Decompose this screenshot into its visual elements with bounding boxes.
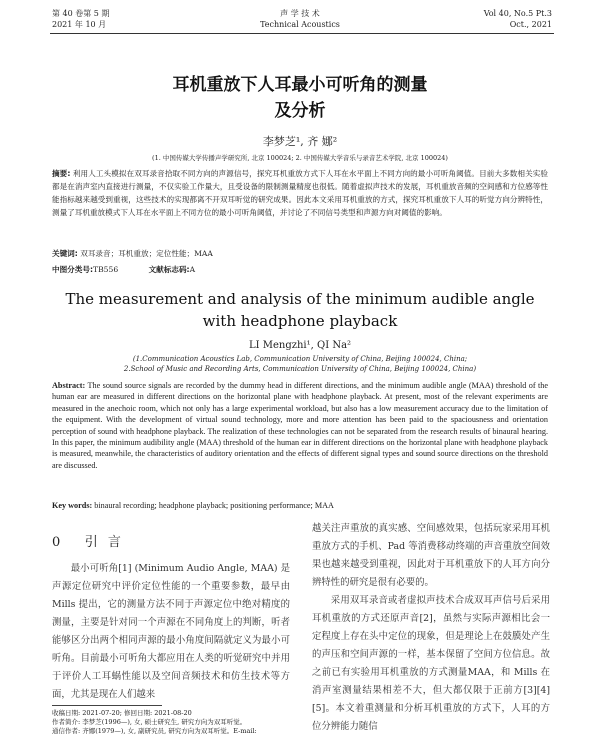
volume-issue-en: Vol 40, No.5 Pt.3 xyxy=(483,9,552,18)
clc-label: 中图分类号: xyxy=(52,265,94,274)
keywords-cn-label: 关键词: xyxy=(52,249,78,258)
clc-value: TB556 xyxy=(93,265,119,274)
section-number: 0 xyxy=(52,535,64,550)
issue-date-en: Oct., 2021 xyxy=(509,20,552,29)
doc-code-value: A xyxy=(189,265,196,274)
body-paragraph-continued: 越关注声重放的真实感、空间感效果，包括玩家采用耳机重放方式的手机、Pad 等消费移动终端的声音重放空间效果也越来越受到重视，因此对于耳机重放下的人耳方向分辨特性的研究是很有必要的。 xyxy=(312,523,550,588)
authors-en: LI Mengzhi¹, QI Na² xyxy=(248,340,352,351)
volume-issue: 第 40 卷第 5 期 xyxy=(52,9,110,18)
keywords-en-text: binaural recording; headphone playback; positioning performance; MAA xyxy=(94,501,334,510)
abstract-cn-label: 摘要: xyxy=(52,169,71,178)
abstract-cn xyxy=(52,167,548,219)
classification-cn xyxy=(52,264,548,275)
title-en-line2: with headphone playback xyxy=(202,312,398,330)
journal-name-cn: 声 学 技 术 xyxy=(280,9,320,18)
body-column-right xyxy=(312,520,550,736)
footnote-rule xyxy=(52,705,162,706)
affiliation-en-1: (1.Communication Acoustics Lab, Communication University of China, Beijing 100024, China; xyxy=(132,355,468,363)
abstract-en-text: The sound source signals are recorded by the dummy head in different directions, and the minimum audible angle (MAA) threshold of the human ear are measured in different directions on the horizontal plane with headphone playback. At present, most of the relevant experiments are measured in the anechoic room, which not only has a large experimental workload, but also has a low measurement accuracy due to the limitation of the equipment. With the development of virtual sound technology, more and more attention has been paid to the spaciousness and orientation perception of sound with headphone playback. The realization of these technologies can not be separated from the research results of binaural hearing. In this paper, the minimum audibility angle (MAA) threshold of the human ear in different directions on the horizontal plane with headphone playback is measured, meanwhile, the characteristics of auditory orientation and the effects of different signal types and sound source directions on the threshold are discussed. xyxy=(52,381,548,470)
title-cn-line2: 及分析 xyxy=(274,101,326,121)
clc-number xyxy=(52,265,121,274)
body-paragraph: 最小可听角[1] (Minimum Audio Angle, MAA) 是声源定位研究中评价定位性能的一个重要参数，最早由 Mills 提出，它的测量方法不同于声源定位中绝对精度的测量，主要是针对同一个声源在不同角度上的判断，听者能够区分出两个相同声源的最小角度间隔就定义为最小可听角。目前最小可听角大都应用在人类的听觉研究中并用于评价人工耳蜗性能以及空间音频技术和仿生技术等方面，尤其是现在人们越来 xyxy=(52,563,290,700)
footnote-author-bio: 作者简介: 李梦芝(1996—), 女, 硕士研究生, 研究方向为双耳听觉。 xyxy=(52,718,247,726)
issue-date-cn: 2021 年 10 月 xyxy=(52,20,107,29)
abstract-en xyxy=(52,380,548,471)
section-title: 引 言 xyxy=(84,535,124,550)
footnote-dates: 收稿日期: 2021-07-20; 修回日期: 2021-08-20 xyxy=(52,709,192,717)
body-column-left xyxy=(52,560,290,704)
journal-name-en: Technical Acoustics xyxy=(260,20,340,29)
affiliation-cn: (1. 中国传媒大学传播声学研究所, 北京 100024; 2. 中国传媒大学音乐与录音艺术学院, 北京 100024) xyxy=(152,154,448,162)
footnote-corresponding: 通信作者: 齐娜(1979—), 女, 副研究员, 研究方向为双耳听觉。E-mail: xyxy=(52,727,257,735)
paper-title-cn xyxy=(0,72,600,124)
document-code xyxy=(149,265,196,274)
header-rule xyxy=(50,33,554,34)
doc-code-label: 文献标志码: xyxy=(148,265,190,274)
paper-title-en xyxy=(0,288,600,332)
authors-cn: 李梦芝¹, 齐 娜² xyxy=(262,135,338,148)
affiliation-en-2: 2.School of Music and Recording Arts, Communication University of China, Beijing 100024, China) xyxy=(123,365,477,373)
keywords-cn-text: 双耳录音；耳机重放；定位性能；MAA xyxy=(80,249,213,258)
affiliation-en xyxy=(0,354,600,374)
title-cn-line1: 耳机重放下人耳最小可听角的测量 xyxy=(172,75,428,95)
title-en-line1: The measurement and analysis of the minimum audible angle xyxy=(65,290,535,308)
abstract-en-label: Abstract: xyxy=(52,381,86,390)
body-paragraph: 采用双耳录音或者虚拟声技术合成双耳声信号后采用耳机重放的方式还原声音[2]，虽然与实际声源相比会一定程度上存在头中定位的现象，但是理论上在鼓膜处产生的声压和空间声源的一样，基本保留了空间方位信息。故之前已有实验用耳机重放的方式测量MAA，和 Mills 在消声室测量结果相差不大，但大都仅限于正前方[3][4][5]。本文着重测量和分析耳机重放的方式下，人耳的方位分辨能力随信 xyxy=(312,595,550,732)
section-heading xyxy=(52,531,124,550)
keywords-en xyxy=(52,501,548,510)
journal-issue-info-en xyxy=(484,8,552,30)
keywords-cn xyxy=(52,248,548,259)
keywords-en-label: Key words: xyxy=(52,501,93,510)
abstract-cn-text: 利用人工头模拟在双耳录音拾取不同方向的声源信号，探究耳机重放方式下人耳在水平面上不同方向的最小可听角阈值。目前大多数相关实验都是在消声室内直接进行测量，不仅实验工作量大，且受设备的限制测量精度也很低。随着虚拟声技术的发展，耳机重放音频的空间感和方位感等性能指标越来越受到重视，这些技术的实现都离不开双耳听觉的研究成果。因此本文采用耳机重放的方式，探究耳机重放下人耳的听觉方向分辨特性，测量了耳机重放模式下人耳在水平面上不同方位的最小可听角阈值，并讨论了不同信号类型和声源方向对阈值的影响。 xyxy=(52,169,548,217)
footnote xyxy=(52,709,292,736)
